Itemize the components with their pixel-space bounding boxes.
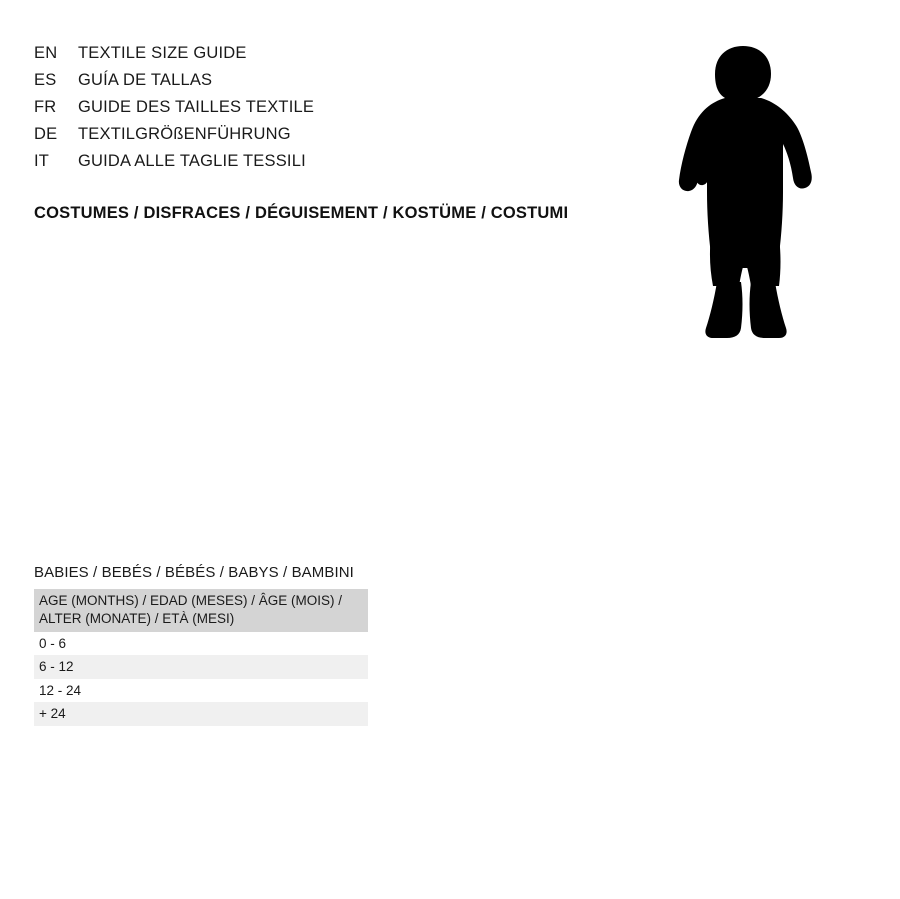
language-label-it: GUIDA ALLE TAGLIE TESSILI: [78, 152, 306, 170]
table-caption: BABIES / BEBÉS / BÉBÉS / BABYS / BAMBINI: [34, 564, 354, 581]
language-label-fr: GUIDE DES TAILLES TEXTILE: [78, 98, 315, 116]
language-row-es: [34, 71, 314, 98]
language-label-de: TEXTILGRÖßENFÜHRUNG: [78, 125, 291, 143]
language-code-es: ES: [34, 71, 57, 89]
language-title-block: [34, 44, 314, 179]
cell-age-3: + 24: [34, 702, 368, 726]
table-row: [34, 702, 368, 726]
size-table-section: [34, 564, 368, 726]
language-code-en: EN: [34, 44, 58, 62]
language-row-en: [34, 44, 314, 71]
size-table-body: [34, 632, 368, 726]
table-row: [34, 679, 368, 703]
language-label-en: TEXTILE SIZE GUIDE: [78, 44, 247, 62]
column-header-age: AGE (MONTHS) / EDAD (MESES) / ÂGE (MOIS) / ALTER (MONATE) / ETÀ (MESI): [34, 589, 368, 632]
size-table-head: [34, 589, 368, 632]
category-heading: COSTUMES / DISFRACES / DÉGUISEMENT / KOSTÜME / COSTUMI: [34, 204, 569, 222]
language-label-es: GUÍA DE TALLAS: [78, 71, 213, 89]
size-table: [34, 589, 368, 726]
language-code-fr: FR: [34, 98, 57, 116]
cell-age-0: 0 - 6: [34, 632, 368, 656]
language-row-de: [34, 125, 314, 152]
cell-age-1: 6 - 12: [34, 655, 368, 679]
toddler-silhouette-icon: [655, 40, 835, 340]
table-header-row: [34, 589, 368, 632]
language-code-it: IT: [34, 152, 50, 170]
cell-age-2: 12 - 24: [34, 679, 368, 703]
table-row: [34, 655, 368, 679]
language-code-de: DE: [34, 125, 58, 143]
table-row: [34, 632, 368, 656]
language-row-fr: [34, 98, 314, 125]
language-row-it: [34, 152, 314, 179]
